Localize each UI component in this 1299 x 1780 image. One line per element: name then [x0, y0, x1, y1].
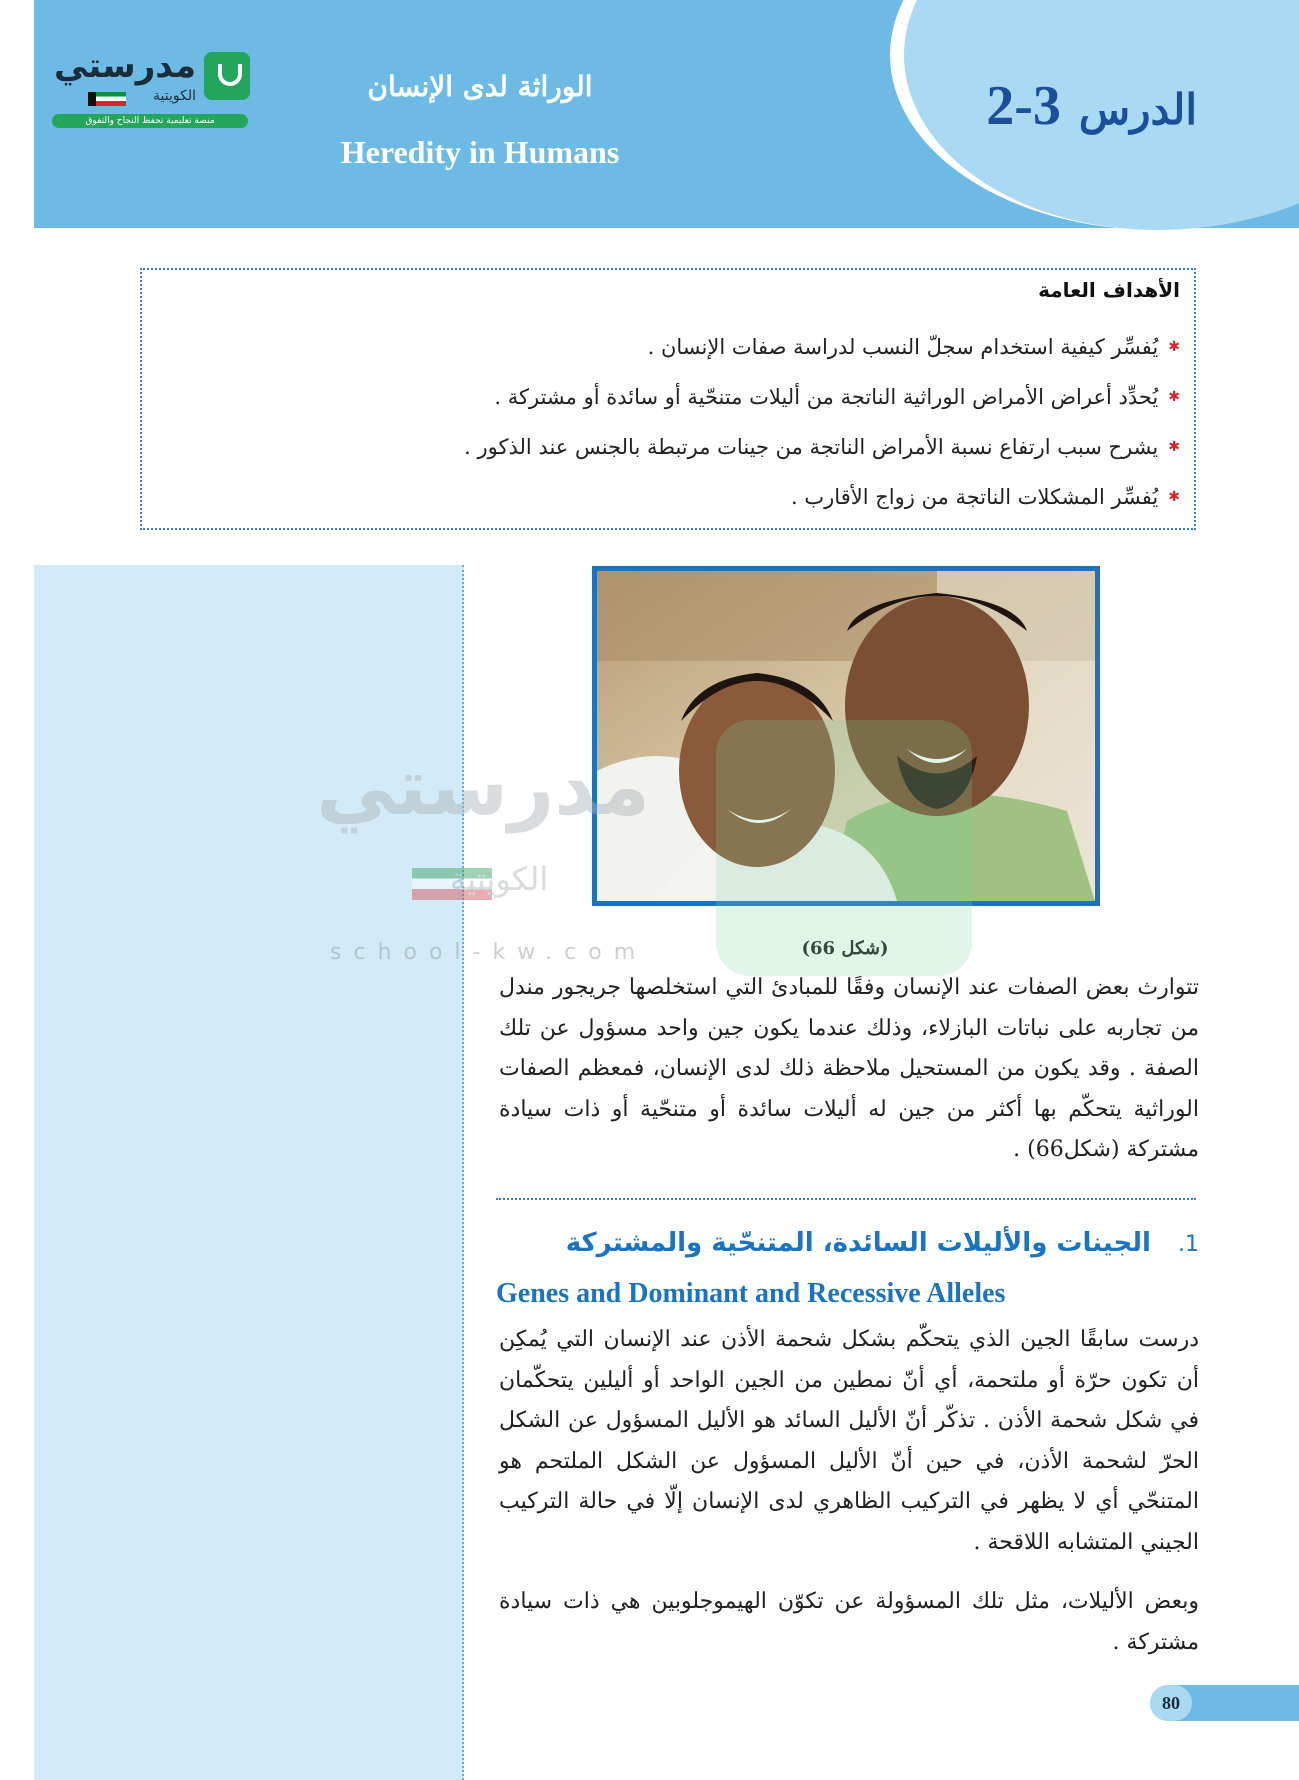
goal-item	[170, 372, 1180, 422]
lesson-label	[986, 74, 1197, 138]
section-divider	[496, 1198, 1196, 1200]
goal-text: يُحدِّد أعراض الأمراض الوراثية الناتجة من أليلات متنحّية أو سائدة أو مشتركة .	[494, 385, 1159, 409]
watermark-url: school-kw.com	[330, 940, 648, 965]
section-heading-arabic	[566, 1228, 1199, 1258]
figure-66-photo	[592, 566, 1100, 906]
side-panel	[34, 565, 464, 1780]
goals-list	[170, 322, 1180, 522]
logo-name: مدرستي	[54, 46, 196, 86]
bullet-icon: ✱	[1168, 389, 1180, 405]
figure-caption: (شكل 66)	[801, 938, 889, 959]
goal-text: يشرح سبب ارتفاع نسبة الأمراض الناتجة من جينات مرتبطة بالجنس عند الذكور .	[464, 435, 1159, 459]
goal-item	[170, 422, 1180, 472]
section-paragraph-2: وبعض الأليلات، مثل تلك المسؤولة عن تكوّن الهيموجلوبين هي ذات سيادة مشتركة .	[499, 1589, 1199, 1655]
intro-paragraph: تتوارث بعض الصفات عند الإنسان وفقًا للمبادئ التي استخلصها جريجور مندل من تجاربه على نباتات البازلاء، وذلك عندما يكون جين واحد مسؤول عن تلك الصفة . وقد يكون من المستحيل ملاحظة ذلك لدى الإنسان، فمعظم الصفات الوراثية يتحكّم بها أكثر من جين له أليلات سائدة أو متنحّية أو ذات سيادة مشتركة (شكل66) .	[499, 975, 1199, 1162]
goal-text: يُفسِّر المشكلات الناتجة من زواج الأقارب .	[791, 485, 1159, 509]
logo-tagline: منصة تعليمية تحفظ النجاح والتفوق	[52, 114, 248, 128]
bullet-icon: ✱	[1168, 339, 1180, 355]
goal-text: يُفسِّر كيفية استخدام سجلّ النسب لدراسة صفات الإنسان .	[647, 335, 1159, 359]
watermark-subtitle: الكويتية	[450, 860, 549, 898]
goal-item	[170, 322, 1180, 372]
father-son-photo-icon	[597, 571, 1095, 901]
page-number: 80	[1150, 1685, 1192, 1721]
general-goals-box	[140, 268, 1196, 530]
goals-heading: الأهداف العامة	[1038, 278, 1180, 302]
section-title-english: Genes and Dominant and Recessive Alleles	[496, 1278, 1006, 1309]
goal-item	[170, 472, 1180, 522]
lesson-number: 2-3	[986, 75, 1061, 137]
site-logo[interactable]	[50, 46, 250, 132]
bullet-icon: ✱	[1168, 439, 1180, 455]
lesson-title-arabic: الوراثة لدى الإنسان	[367, 70, 593, 103]
bullet-icon: ✱	[1168, 489, 1180, 505]
section-title-arabic: الجينات والأليلات السائدة، المتنحّية والمشتركة	[565, 1228, 1151, 1258]
section-paragraph: درست سابقًا الجين الذي يتحكّم بشكل شحمة الأذن عند الإنسان التي يُمكِن أن تكون حرّة أو ملتحمة، أي أنّ نمطين من الجين الواحد أو أليلين يتحكّمان في شكل شحمة الأذن . تذكّر أنّ الأليل السائد هو الأليل المسؤول عن الشكل الحرّ لشحمة الأذن، في حين أنّ الأليل المسؤول عن الشكل الملتحم هو المتنحّي أي لا يظهر في التركيب الظاهري لدى الإنسان إلّا في حالة التركيب الجيني المتشابه اللاقحة .	[499, 1327, 1199, 1555]
lesson-title-english: Heredity in Humans	[340, 134, 620, 170]
section-number: 1.	[1178, 1232, 1199, 1257]
logo-subtitle: الكويتية	[153, 88, 196, 104]
kuwait-flag-icon	[88, 92, 126, 106]
logo-icon	[204, 52, 250, 100]
watermark-name: مدرستي	[315, 740, 650, 833]
lesson-word: الدرس	[1078, 85, 1197, 134]
